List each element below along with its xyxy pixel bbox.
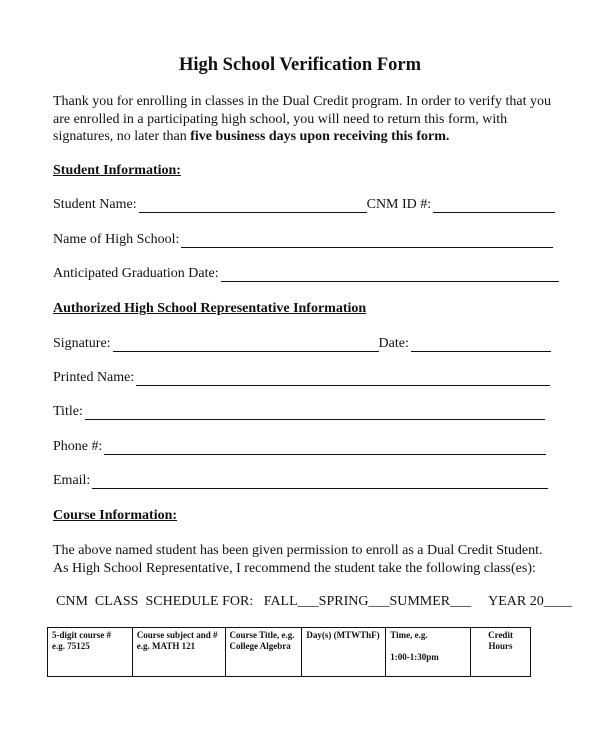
header-text: Course Title, e.g. — [229, 630, 295, 640]
email-label: Email: — [53, 473, 91, 488]
student-info-heading: Student Information: — [53, 163, 181, 178]
printed-name-label: Printed Name: — [53, 370, 135, 385]
student-name-field[interactable] — [139, 198, 367, 213]
title-label: Title: — [53, 404, 83, 419]
email-field[interactable] — [92, 474, 548, 489]
header-text: Time, e.g. — [390, 630, 428, 640]
course-table — [47, 627, 531, 677]
header-example: e.g. 75125 — [52, 641, 90, 651]
class-schedule-line: CNM CLASS SCHEDULE FOR: FALL___SPRING___SUMMER___ YEAR 20____ — [56, 594, 572, 609]
header-example: e.g. MATH 121 — [136, 641, 196, 651]
course-paragraph: The above named student has been given permission to enroll as a Dual Credit Student. As High School Representative, I recommend the student take the following class(es): — [53, 543, 543, 576]
signature-label: Signature: — [53, 336, 111, 351]
header-example: 1:00-1:30pm — [390, 652, 439, 662]
col-credit-hours[interactable] — [471, 628, 531, 677]
student-name-label: Student Name: — [53, 197, 137, 212]
intro-text: Thank you for enrolling in classes in the Dual Credit program. In order to verify that you are enrolled in a participating high school, you will need to return this form, with signatures, no later than — [53, 94, 552, 144]
phone-label: Phone #: — [53, 439, 103, 454]
intro-paragraph — [53, 93, 553, 146]
high-school-label: Name of High School: — [53, 232, 180, 247]
phone-field[interactable] — [104, 440, 546, 455]
printed-name-field[interactable] — [136, 371, 550, 386]
course-info-heading: Course Information: — [53, 508, 178, 523]
header-example: College Algebra — [229, 641, 291, 651]
graduation-field[interactable] — [221, 267, 559, 282]
col-course-subject[interactable] — [132, 628, 225, 677]
header-text: 5-digit course # — [52, 630, 111, 640]
date-field[interactable] — [411, 337, 551, 352]
cnm-id-field[interactable] — [433, 198, 555, 213]
col-course-number[interactable] — [48, 628, 133, 677]
signature-field[interactable] — [113, 337, 379, 352]
rep-info-heading: Authorized High School Representative Information — [53, 301, 367, 316]
date-label: Date: — [378, 336, 409, 351]
intro-bold: five business days upon receiving this form. — [190, 129, 450, 144]
title-field[interactable] — [85, 405, 545, 420]
header-text: Course subject and # — [136, 630, 218, 640]
header-text: Day(s) (MTWThF) — [306, 630, 380, 640]
header-text: Credit Hours — [488, 630, 513, 651]
col-days[interactable] — [302, 628, 386, 677]
high-school-field[interactable] — [181, 233, 553, 248]
page-title: High School Verification Form — [178, 55, 422, 75]
table-header-row — [48, 628, 531, 677]
col-time[interactable] — [386, 628, 471, 677]
col-course-title[interactable] — [225, 628, 302, 677]
graduation-label: Anticipated Graduation Date: — [53, 266, 219, 281]
cnm-id-label: CNM ID #: — [366, 197, 432, 212]
